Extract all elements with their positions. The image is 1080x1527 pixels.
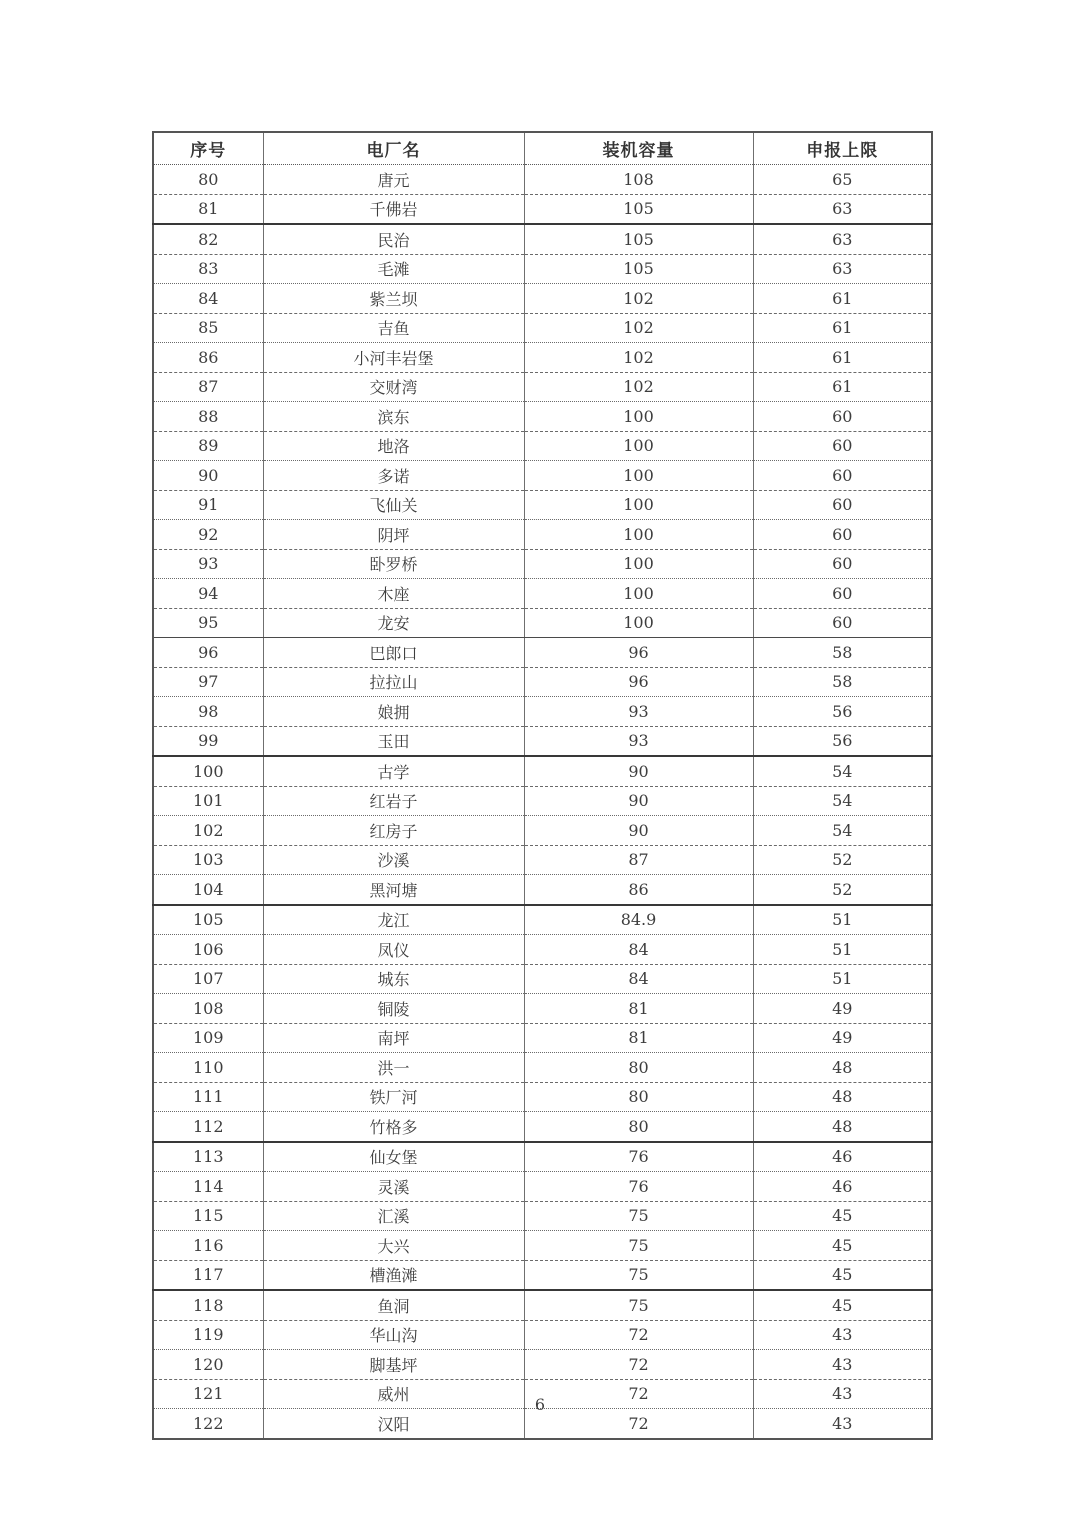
cell-capacity: 81 — [524, 1023, 753, 1053]
cell-index: 94 — [153, 579, 263, 609]
cell-name: 城东 — [263, 964, 524, 994]
cell-limit: 63 — [753, 254, 932, 284]
cell-capacity: 75 — [524, 1231, 753, 1261]
page-number: 6 — [534, 1395, 546, 1414]
cell-name: 南坪 — [263, 1023, 524, 1053]
cell-index: 112 — [153, 1112, 263, 1142]
cell-name: 交财湾 — [263, 372, 524, 402]
cell-index: 82 — [153, 224, 263, 254]
cell-capacity: 75 — [524, 1260, 753, 1290]
cell-limit: 43 — [753, 1409, 932, 1439]
cell-name: 玉田 — [263, 726, 524, 756]
cell-name: 竹格多 — [263, 1112, 524, 1142]
cell-name: 滨东 — [263, 402, 524, 432]
table-row — [153, 343, 932, 373]
cell-index: 106 — [153, 935, 263, 965]
cell-index: 84 — [153, 284, 263, 314]
cell-limit: 48 — [753, 1112, 932, 1142]
cell-limit: 60 — [753, 608, 932, 638]
cell-capacity: 75 — [524, 1290, 753, 1320]
cell-index: 115 — [153, 1201, 263, 1231]
table-row — [153, 194, 932, 224]
cell-capacity: 80 — [524, 1053, 753, 1083]
table-row — [153, 1142, 932, 1172]
cell-capacity: 76 — [524, 1172, 753, 1202]
cell-index: 89 — [153, 431, 263, 461]
cell-limit: 45 — [753, 1290, 932, 1320]
cell-index: 121 — [153, 1379, 263, 1409]
table-row — [153, 284, 932, 314]
cell-name: 黑河塘 — [263, 875, 524, 905]
cell-limit: 61 — [753, 372, 932, 402]
cell-index: 83 — [153, 254, 263, 284]
table-row — [153, 667, 932, 697]
cell-limit: 43 — [753, 1320, 932, 1350]
cell-capacity: 84 — [524, 935, 753, 965]
cell-name: 沙溪 — [263, 845, 524, 875]
cell-capacity: 84 — [524, 964, 753, 994]
cell-index: 93 — [153, 549, 263, 579]
cell-index: 109 — [153, 1023, 263, 1053]
table-row — [153, 313, 932, 343]
cell-limit: 46 — [753, 1142, 932, 1172]
cell-capacity: 90 — [524, 816, 753, 846]
table-row — [153, 1350, 932, 1380]
cell-capacity: 72 — [524, 1320, 753, 1350]
cell-capacity: 75 — [524, 1201, 753, 1231]
cell-limit: 52 — [753, 875, 932, 905]
cell-name: 拉拉山 — [263, 667, 524, 697]
table-body — [153, 165, 932, 1439]
cell-name: 古学 — [263, 756, 524, 786]
cell-index: 122 — [153, 1409, 263, 1439]
cell-limit: 60 — [753, 549, 932, 579]
cell-name: 铜陵 — [263, 994, 524, 1024]
cell-capacity: 102 — [524, 284, 753, 314]
table-row — [153, 1201, 932, 1231]
cell-name: 红房子 — [263, 816, 524, 846]
cell-capacity: 72 — [524, 1350, 753, 1380]
table-row — [153, 756, 932, 786]
cell-name: 洪一 — [263, 1053, 524, 1083]
cell-name: 飞仙关 — [263, 490, 524, 520]
cell-capacity: 72 — [524, 1379, 753, 1409]
cell-limit: 61 — [753, 313, 932, 343]
cell-index: 92 — [153, 520, 263, 550]
cell-capacity: 100 — [524, 520, 753, 550]
table-row — [153, 845, 932, 875]
cell-index: 114 — [153, 1172, 263, 1202]
cell-capacity: 72 — [524, 1409, 753, 1439]
cell-index: 113 — [153, 1142, 263, 1172]
cell-name: 大兴 — [263, 1231, 524, 1261]
cell-limit: 54 — [753, 816, 932, 846]
table-row — [153, 549, 932, 579]
cell-index: 116 — [153, 1231, 263, 1261]
cell-name: 脚基坪 — [263, 1350, 524, 1380]
table-row — [153, 964, 932, 994]
cell-capacity: 80 — [524, 1082, 753, 1112]
cell-name: 唐元 — [263, 165, 524, 195]
table-row — [153, 1053, 932, 1083]
cell-index: 118 — [153, 1290, 263, 1320]
cell-limit: 63 — [753, 194, 932, 224]
cell-index: 117 — [153, 1260, 263, 1290]
cell-name: 华山沟 — [263, 1320, 524, 1350]
cell-limit: 43 — [753, 1350, 932, 1380]
table-row — [153, 520, 932, 550]
cell-limit: 51 — [753, 964, 932, 994]
cell-name: 阴坪 — [263, 520, 524, 550]
cell-limit: 45 — [753, 1201, 932, 1231]
table-row — [153, 461, 932, 491]
cell-limit: 56 — [753, 697, 932, 727]
cell-capacity: 100 — [524, 549, 753, 579]
cell-capacity: 100 — [524, 402, 753, 432]
cell-capacity: 100 — [524, 490, 753, 520]
cell-limit: 45 — [753, 1231, 932, 1261]
cell-index: 100 — [153, 756, 263, 786]
cell-index: 111 — [153, 1082, 263, 1112]
cell-name: 地洛 — [263, 431, 524, 461]
table-row — [153, 165, 932, 195]
column-header-name: 电厂名 — [263, 132, 524, 165]
cell-index: 97 — [153, 667, 263, 697]
cell-name: 毛滩 — [263, 254, 524, 284]
table-row — [153, 254, 932, 284]
cell-limit: 43 — [753, 1379, 932, 1409]
cell-index: 120 — [153, 1350, 263, 1380]
cell-limit: 61 — [753, 343, 932, 373]
table-row — [153, 1290, 932, 1320]
cell-name: 娘拥 — [263, 697, 524, 727]
cell-capacity: 90 — [524, 786, 753, 816]
table-row — [153, 372, 932, 402]
cell-index: 99 — [153, 726, 263, 756]
cell-limit: 63 — [753, 224, 932, 254]
cell-capacity: 105 — [524, 224, 753, 254]
column-header-limit: 申报上限 — [753, 132, 932, 165]
table-row — [153, 1112, 932, 1142]
table-row — [153, 875, 932, 905]
cell-index: 91 — [153, 490, 263, 520]
cell-name: 龙安 — [263, 608, 524, 638]
cell-name: 卧罗桥 — [263, 549, 524, 579]
cell-limit: 49 — [753, 994, 932, 1024]
cell-capacity: 102 — [524, 343, 753, 373]
table-row — [153, 905, 932, 935]
cell-capacity: 100 — [524, 461, 753, 491]
cell-index: 119 — [153, 1320, 263, 1350]
table-row — [153, 638, 932, 668]
cell-name: 汉阳 — [263, 1409, 524, 1439]
cell-index: 108 — [153, 994, 263, 1024]
cell-name: 吉鱼 — [263, 313, 524, 343]
cell-name: 鱼洞 — [263, 1290, 524, 1320]
cell-capacity: 76 — [524, 1142, 753, 1172]
table-row — [153, 994, 932, 1024]
cell-limit: 60 — [753, 431, 932, 461]
cell-name: 铁厂河 — [263, 1082, 524, 1112]
cell-limit: 60 — [753, 520, 932, 550]
cell-name: 凤仪 — [263, 935, 524, 965]
cell-limit: 61 — [753, 284, 932, 314]
cell-name: 汇溪 — [263, 1201, 524, 1231]
cell-limit: 58 — [753, 638, 932, 668]
cell-limit: 60 — [753, 402, 932, 432]
table-row — [153, 224, 932, 254]
cell-index: 102 — [153, 816, 263, 846]
table-row — [153, 935, 932, 965]
table-row — [153, 1320, 932, 1350]
cell-capacity: 90 — [524, 756, 753, 786]
cell-capacity: 81 — [524, 994, 753, 1024]
table-row — [153, 431, 932, 461]
power-plant-table — [152, 131, 933, 1440]
table-row — [153, 1172, 932, 1202]
cell-index: 101 — [153, 786, 263, 816]
cell-index: 86 — [153, 343, 263, 373]
table-header-row — [153, 132, 932, 165]
cell-capacity: 102 — [524, 372, 753, 402]
cell-limit: 60 — [753, 490, 932, 520]
cell-name: 龙江 — [263, 905, 524, 935]
cell-capacity: 93 — [524, 726, 753, 756]
cell-capacity: 100 — [524, 431, 753, 461]
cell-index: 95 — [153, 608, 263, 638]
cell-name: 小河丰岩堡 — [263, 343, 524, 373]
cell-capacity: 100 — [524, 579, 753, 609]
cell-name: 灵溪 — [263, 1172, 524, 1202]
cell-capacity: 100 — [524, 608, 753, 638]
cell-capacity: 96 — [524, 638, 753, 668]
cell-index: 81 — [153, 194, 263, 224]
cell-name: 千佛岩 — [263, 194, 524, 224]
cell-index: 104 — [153, 875, 263, 905]
table-row — [153, 816, 932, 846]
cell-name: 仙女堡 — [263, 1142, 524, 1172]
cell-name: 威州 — [263, 1379, 524, 1409]
cell-index: 96 — [153, 638, 263, 668]
cell-capacity: 96 — [524, 667, 753, 697]
table-row — [153, 1023, 932, 1053]
cell-capacity: 105 — [524, 194, 753, 224]
cell-limit: 51 — [753, 905, 932, 935]
cell-index: 88 — [153, 402, 263, 432]
table-row — [153, 579, 932, 609]
cell-limit: 60 — [753, 461, 932, 491]
cell-index: 80 — [153, 165, 263, 195]
cell-limit: 60 — [753, 579, 932, 609]
cell-name: 紫兰坝 — [263, 284, 524, 314]
table-row — [153, 726, 932, 756]
cell-limit: 56 — [753, 726, 932, 756]
cell-limit: 48 — [753, 1053, 932, 1083]
column-header-index: 序号 — [153, 132, 263, 165]
cell-index: 90 — [153, 461, 263, 491]
cell-capacity: 87 — [524, 845, 753, 875]
cell-capacity: 86 — [524, 875, 753, 905]
cell-limit: 48 — [753, 1082, 932, 1112]
table-row — [153, 1231, 932, 1261]
cell-limit: 51 — [753, 935, 932, 965]
cell-index: 98 — [153, 697, 263, 727]
table-row — [153, 1260, 932, 1290]
cell-index: 107 — [153, 964, 263, 994]
table-row — [153, 1082, 932, 1112]
cell-limit: 46 — [753, 1172, 932, 1202]
cell-capacity: 108 — [524, 165, 753, 195]
cell-capacity: 80 — [524, 1112, 753, 1142]
table-row — [153, 786, 932, 816]
cell-index: 103 — [153, 845, 263, 875]
cell-index: 110 — [153, 1053, 263, 1083]
table-row — [153, 402, 932, 432]
cell-index: 85 — [153, 313, 263, 343]
cell-limit: 54 — [753, 756, 932, 786]
cell-capacity: 93 — [524, 697, 753, 727]
cell-limit: 52 — [753, 845, 932, 875]
table-row — [153, 697, 932, 727]
cell-limit: 54 — [753, 786, 932, 816]
cell-name: 红岩子 — [263, 786, 524, 816]
column-header-capacity: 装机容量 — [524, 132, 753, 165]
cell-index: 105 — [153, 905, 263, 935]
cell-capacity: 102 — [524, 313, 753, 343]
cell-name: 巴郎口 — [263, 638, 524, 668]
cell-index: 87 — [153, 372, 263, 402]
table-row — [153, 608, 932, 638]
cell-name: 多诺 — [263, 461, 524, 491]
cell-capacity: 84.9 — [524, 905, 753, 935]
cell-limit: 58 — [753, 667, 932, 697]
cell-capacity: 105 — [524, 254, 753, 284]
cell-name: 木座 — [263, 579, 524, 609]
table-row — [153, 490, 932, 520]
cell-name: 槽渔滩 — [263, 1260, 524, 1290]
cell-limit: 49 — [753, 1023, 932, 1053]
cell-name: 民治 — [263, 224, 524, 254]
cell-limit: 65 — [753, 165, 932, 195]
cell-limit: 45 — [753, 1260, 932, 1290]
